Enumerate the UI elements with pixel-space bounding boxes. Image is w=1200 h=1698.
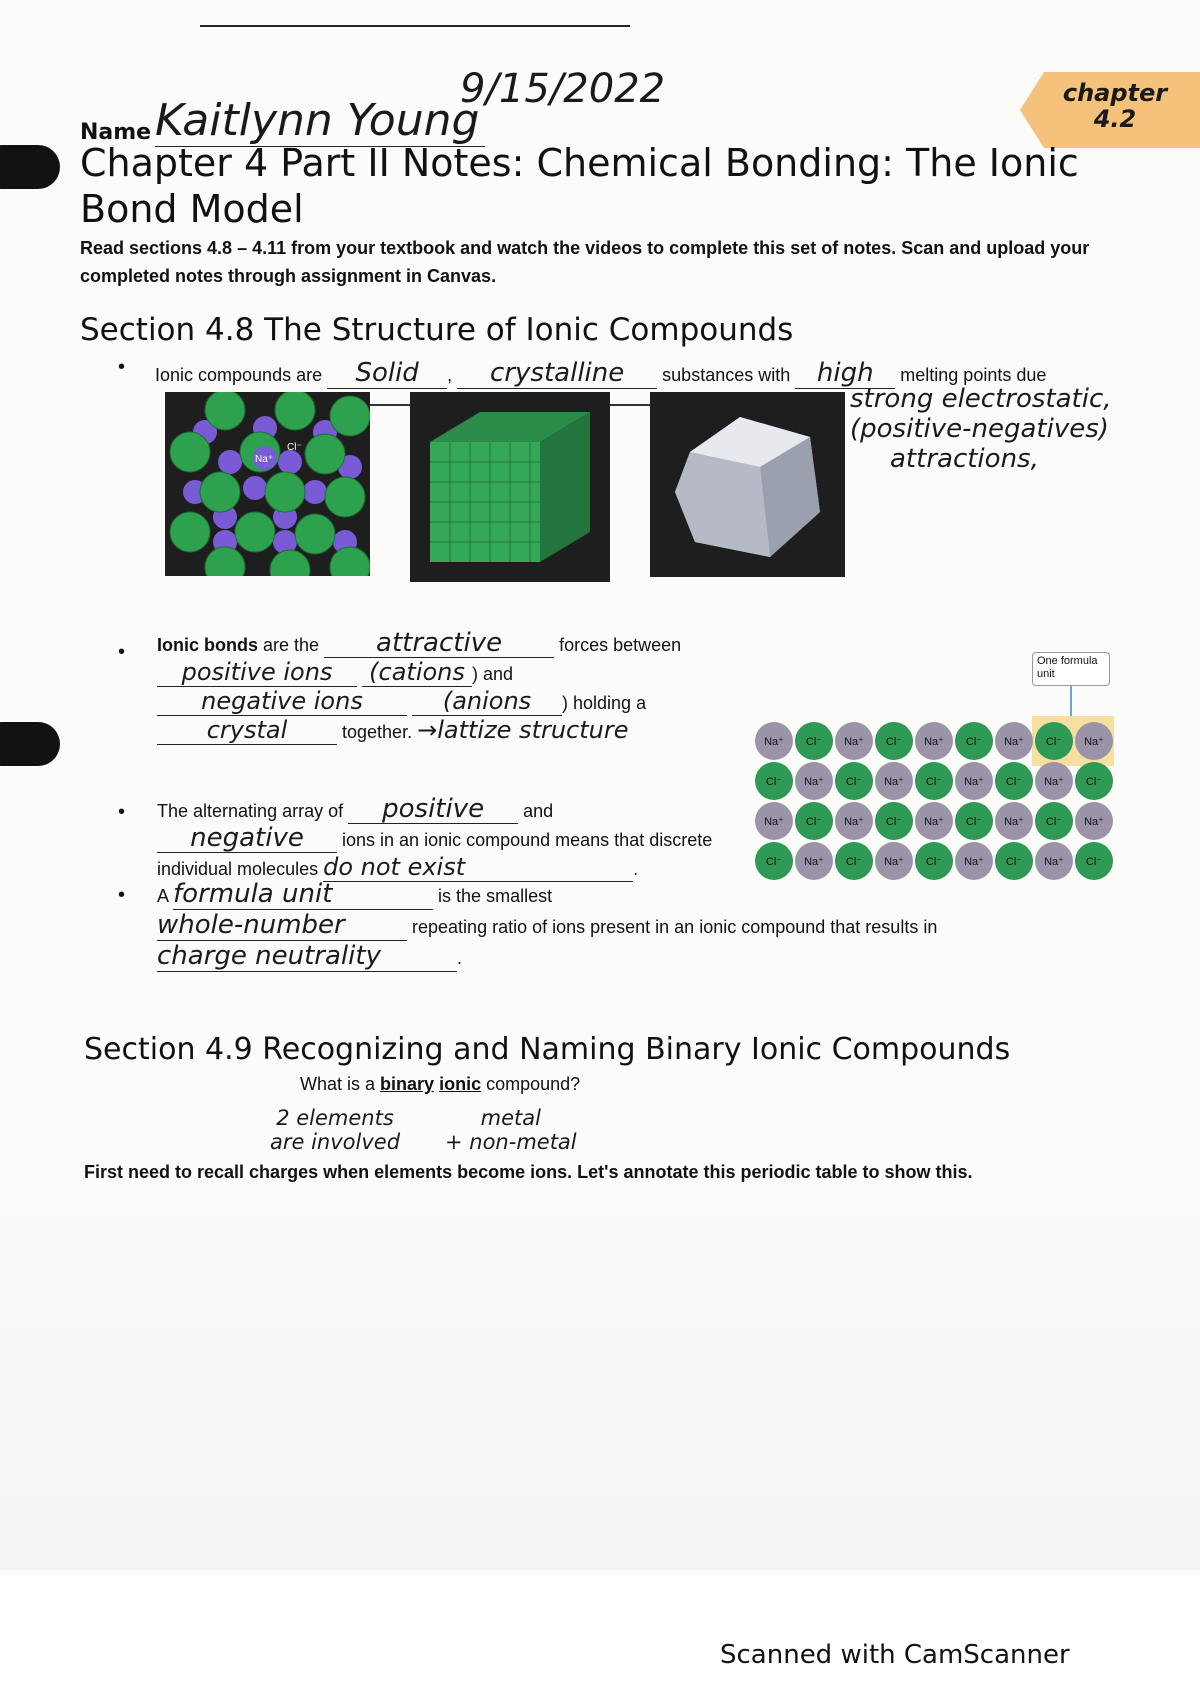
binder-ring-middle <box>0 722 60 766</box>
crystal-lattice-cube-image <box>410 392 610 582</box>
b3-answer-do-not-exist: do not exist <box>323 854 633 882</box>
chloride-ion: Cl⁻ <box>995 842 1033 880</box>
bullet-4-text <box>157 880 1057 973</box>
b1-text-3: substances with <box>662 365 791 385</box>
side-note-line-3: attractions, <box>890 444 1039 474</box>
chloride-ion: Cl⁻ <box>955 722 993 760</box>
blank-periodic-table-area <box>0 1200 1200 1570</box>
b1-answer-solid: Solid <box>327 358 447 389</box>
sphere-model-graphic <box>165 392 370 576</box>
sodium-ion: Na⁺ <box>795 842 833 880</box>
b2-text-2: are the <box>263 635 320 655</box>
q-suffix: compound? <box>481 1074 581 1094</box>
salt-crystal-graphic <box>650 392 845 577</box>
callout-pointer <box>1070 686 1072 716</box>
chloride-ion: Cl⁻ <box>915 842 953 880</box>
name-value: Kaitlynn Young <box>155 96 485 147</box>
section-4-9-heading: Section 4.9 Recognizing and Naming Binary Ionic Compounds <box>84 1032 1011 1067</box>
camscanner-watermark: Scanned with CamScanner <box>720 1640 1070 1670</box>
chloride-ion: Cl⁻ <box>915 762 953 800</box>
note-left-line-1: 2 elements <box>276 1106 394 1130</box>
side-note <box>850 384 1112 474</box>
sodium-ion: Na⁺ <box>1035 842 1073 880</box>
b4-period: . <box>457 948 463 968</box>
sodium-ion: Na⁺ <box>875 762 913 800</box>
chloride-ion: Cl⁻ <box>755 842 793 880</box>
b1-answer-high: high <box>795 358 895 389</box>
b3-text-4: individual molecules <box>157 859 319 879</box>
binder-ring-top <box>0 145 60 189</box>
b2-text-5: ) holding a <box>562 693 647 713</box>
ionic-lattice-diagram <box>755 722 1125 892</box>
b4-answer-charge-neutrality: charge neutrality <box>157 942 457 972</box>
sodium-ion: Na⁺ <box>1075 722 1113 760</box>
sodium-ion: Na⁺ <box>915 722 953 760</box>
b3-answer-positive: positive <box>348 796 518 824</box>
b4-answer-formula-unit: formula unit <box>173 880 433 910</box>
b1-text-4: melting points due <box>900 365 1047 385</box>
chloride-ion: Cl⁻ <box>955 802 993 840</box>
b2-answer-negative-ions: negative ions <box>157 688 407 716</box>
sodium-ion: Na⁺ <box>955 842 993 880</box>
b2-answer-anions: (anions <box>412 688 562 716</box>
bullet-dot: • <box>118 801 126 823</box>
b3-text-3: ions in an ionic compound means that discrete <box>342 830 713 850</box>
title-line-2: Bond Model <box>80 187 304 231</box>
formula-unit-callout: One formula unit <box>1032 652 1110 686</box>
page-title <box>80 140 1080 232</box>
chloride-ion: Cl⁻ <box>1035 802 1073 840</box>
bullet-dot: • <box>118 641 126 663</box>
b3-text-2: and <box>523 801 554 821</box>
recall-instruction: First need to recall charges when elements become ions. Let's annotate this periodic table to show this. <box>84 1162 973 1182</box>
chloride-ion: Cl⁻ <box>1075 762 1113 800</box>
bullet-3-text <box>157 796 757 883</box>
chloride-ion: Cl⁻ <box>875 802 913 840</box>
b2-text-6: together. <box>342 722 413 742</box>
b1-text-1: Ionic compounds are <box>155 365 323 385</box>
note-two-elements <box>270 1106 400 1154</box>
sodium-ion: Na⁺ <box>795 762 833 800</box>
name-label: Name <box>80 120 152 145</box>
b1-answer-crystalline: crystalline <box>457 358 657 389</box>
note-right-line-1: metal <box>480 1106 541 1130</box>
b4-text-1: A <box>157 886 169 906</box>
b2-term: Ionic bonds <box>157 635 258 655</box>
q-ionic: ionic <box>439 1074 482 1094</box>
top-rule <box>200 25 630 27</box>
cl-label: Cl⁻ <box>287 442 302 453</box>
chapter-tab-label <box>1040 80 1190 132</box>
b3-period: . <box>633 859 639 879</box>
section-4-8-heading: Section 4.8 The Structure of Ionic Compounds <box>80 312 794 348</box>
b3-text-1: The alternating array of <box>157 801 344 821</box>
chloride-ion: Cl⁻ <box>835 842 873 880</box>
q-prefix: What is a <box>300 1074 381 1094</box>
b2-answer-crystal: crystal <box>157 717 337 745</box>
sodium-ion: Na⁺ <box>755 802 793 840</box>
side-note-line-2: (positive-negatives) <box>850 414 1109 444</box>
chloride-ion: Cl⁻ <box>795 722 833 760</box>
chloride-ion: Cl⁻ <box>835 762 873 800</box>
b3-answer-negative: negative <box>157 825 337 853</box>
chloride-ion: Cl⁻ <box>795 802 833 840</box>
chloride-ion: Cl⁻ <box>1035 722 1073 760</box>
b4-text-3: repeating ratio of ions present in an ionic compound that results in <box>412 917 938 937</box>
b2-text-3: forces between <box>559 635 682 655</box>
note-right-line-2: + non-metal <box>445 1130 577 1154</box>
scanner-footer <box>0 1575 1200 1698</box>
tab-line-2: 4.2 <box>1093 105 1137 133</box>
sodium-ion: Na⁺ <box>835 722 873 760</box>
sodium-ion: Na⁺ <box>995 802 1033 840</box>
sodium-ion: Na⁺ <box>915 802 953 840</box>
sodium-ion: Na⁺ <box>1035 762 1073 800</box>
title-line-1: Chapter 4 Part II Notes: Chemical Bonding: The Ionic <box>80 141 1079 185</box>
sodium-ion: Na⁺ <box>1075 802 1113 840</box>
salt-crystal-photo <box>650 392 845 577</box>
b2-answer-attractive: attractive <box>324 630 554 658</box>
sodium-ion: Na⁺ <box>875 842 913 880</box>
b1-comma: , <box>447 365 453 385</box>
note-left-line-2: are involved <box>270 1130 401 1154</box>
bullet-dot: • <box>118 356 126 378</box>
chloride-ion: Cl⁻ <box>875 722 913 760</box>
sodium-ion: Na⁺ <box>835 802 873 840</box>
bullet-2-text <box>157 630 757 746</box>
chloride-ion: Cl⁻ <box>995 762 1033 800</box>
tab-line-1: chapter <box>1062 79 1168 107</box>
na-label: Na⁺ <box>255 454 274 465</box>
b2-text-4: ) and <box>472 664 514 684</box>
side-note-line-1: strong electrostatic, <box>850 384 1112 414</box>
chloride-ion: Cl⁻ <box>755 762 793 800</box>
date: 9/15/2022 <box>460 66 666 112</box>
intro-line-2: completed notes through assignment in Canvas. <box>80 266 497 286</box>
sodium-ion: Na⁺ <box>755 722 793 760</box>
note-metal-nonmetal <box>445 1106 577 1154</box>
b2-answer-lattice: →lattize structure <box>417 716 629 744</box>
q-binary: binary <box>380 1074 435 1094</box>
b4-answer-whole-number: whole-number <box>157 911 407 941</box>
b4-text-2: is the smallest <box>438 886 553 906</box>
lattice-cube-graphic <box>410 392 610 582</box>
bullet-dot: • <box>118 884 126 906</box>
sodium-ion: Na⁺ <box>955 762 993 800</box>
intro-text <box>80 234 1100 290</box>
b2-answer-cations: (cations <box>362 659 472 687</box>
intro-line-1: Read sections 4.8 – 4.11 from your textbook and watch the videos to complete this set of notes. Scan and upload your <box>80 238 1090 258</box>
b2-answer-positive-ions: positive ions <box>157 659 357 687</box>
sodium-ion: Na⁺ <box>995 722 1033 760</box>
binary-ionic-question <box>300 1074 580 1095</box>
nacl-sphere-model-image <box>165 392 370 576</box>
chloride-ion: Cl⁻ <box>1075 842 1113 880</box>
